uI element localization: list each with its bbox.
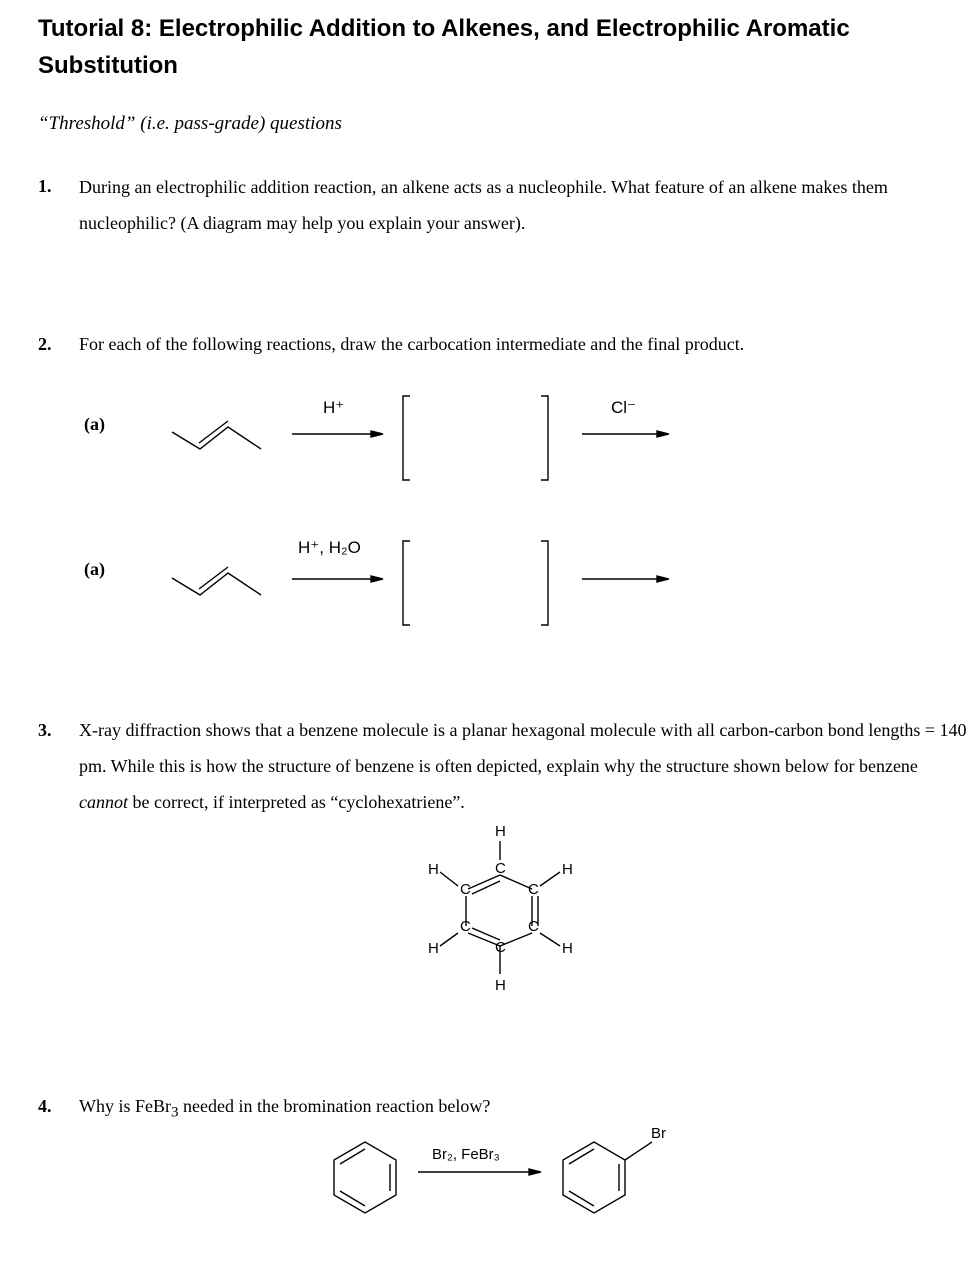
c-br-bond: [625, 1142, 652, 1160]
question-2-text: For each of the following reactions, draw the carbocation intermediate and the final product.: [79, 334, 745, 354]
part-a-label: (a): [84, 414, 105, 434]
atom-h-top-right: H: [562, 861, 573, 878]
bromobenzene-inner-bond-3: [569, 1191, 594, 1206]
bromobenzene-ring: [563, 1142, 625, 1213]
atom-c-top: C: [495, 860, 506, 877]
benzene-inner-bond-3: [340, 1191, 365, 1206]
atom-h-bottom: H: [495, 977, 506, 994]
question-4-text-end: needed in the bromination reaction below?: [178, 1096, 491, 1116]
question-1-number: 1.: [38, 176, 52, 196]
reagent-h-plus: H⁺: [323, 398, 345, 417]
atom-h-top-left: H: [428, 861, 439, 878]
atom-h-bottom-right: H: [562, 940, 573, 957]
part-b-label: (a): [84, 559, 105, 579]
atom-h-top: H: [495, 823, 506, 840]
page-title: Tutorial 8: Electrophilic Addition to Alkenes, and Electrophilic Aromatic Substitution: [38, 15, 850, 79]
question-4-text-main: Why is FeBr: [79, 1096, 171, 1116]
atom-c-lower-right: C: [528, 918, 539, 935]
bromination-reagent: Br₂, FeBr₃: [432, 1146, 500, 1163]
reagent-chloride: Cl⁻: [611, 398, 637, 417]
bromobenzene-product: [563, 1142, 652, 1213]
question-3-text-end: be correct, if interpreted as “cyclohexatriene”.: [128, 792, 465, 812]
benzene-reactant: [334, 1142, 396, 1213]
bromo-substituent-label: Br: [651, 1125, 666, 1142]
question-1-text: During an electrophilic addition reaction, an alkene acts as a nucleophile. What feature of an alkene makes them nucleophilic? (A diagram may help you explain your answer).: [79, 177, 888, 233]
question-3-number: 3.: [38, 720, 52, 740]
question-4-subscript: 3: [171, 1104, 179, 1121]
benzene-inner-bond-1: [340, 1149, 365, 1164]
atom-h-bottom-left: H: [428, 940, 439, 957]
question-3-text-main: X-ray diffraction shows that a benzene molecule is a planar hexagonal molecule with all carbon-carbon bond lengths = 140 pm. While this is how the structure of benzene is often depicted, explain why the structure shown below for benzene: [79, 720, 967, 776]
question-3-emphasis: cannot: [79, 792, 128, 812]
bromination-arrow-head: [529, 1169, 541, 1175]
section-subtitle: “Threshold” (i.e. pass-grade) questions: [38, 113, 342, 134]
atom-c-lower-left: C: [460, 918, 471, 935]
atom-c-upper-left: C: [460, 881, 471, 898]
question-2-number: 2.: [38, 334, 52, 354]
question-4-number: 4.: [38, 1096, 52, 1116]
atom-c-bottom: C: [495, 939, 506, 956]
bromobenzene-inner-bond-1: [569, 1149, 594, 1164]
benzene-ring: [334, 1142, 396, 1213]
atom-c-upper-right: C: [528, 881, 539, 898]
reagent-h-plus-water: H⁺, H₂O: [298, 538, 361, 557]
